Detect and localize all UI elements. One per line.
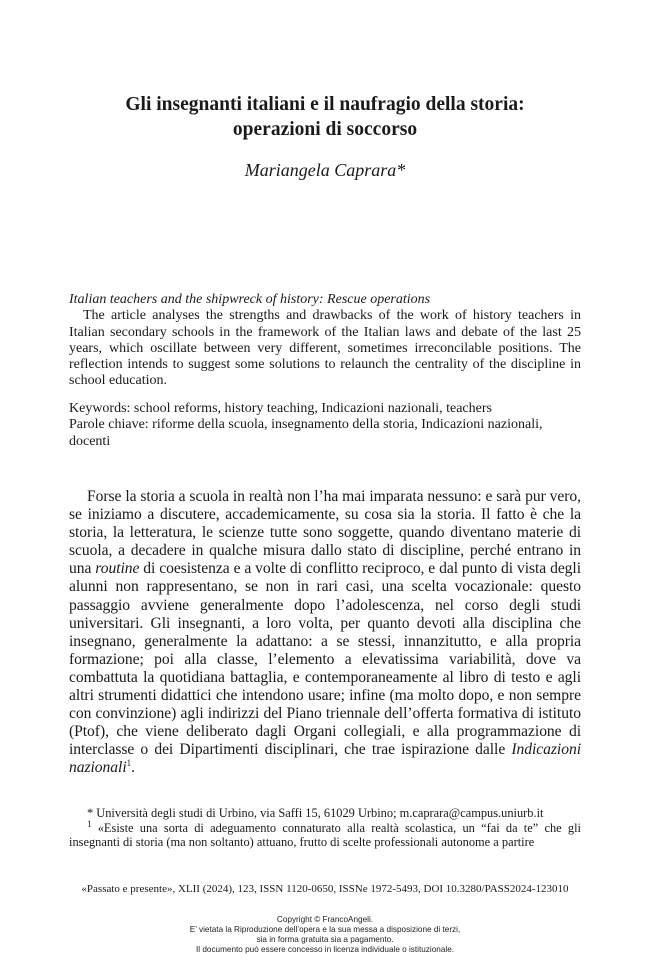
body-text-part-2: di coesistenza e a volte di conflitto reciproco, e dal punto di vista degli alunni non rappresentano, se non in rari casi, una scelta vocazionale: questo passaggio avviene generalmente dopo l’adolescenza, nel corso degli studi universitari. Gli insegnanti, a loro volta, per quanto devoti alla disciplina che insegnano, generalmente la adattano: a se stessi, innanzitutto, e alla propria formazione; poi alla classe, l’elemento a elevatissima variabilità, dove va combattuta la quotidiana battaglia, e contemporaneamente al libro di testo e agli altri strumenti didattici che intendono usare; infine (ma molto dopo, e non sempre con convinzione) agli indirizzi del Piano triennale dell’offerta formativa di istituto (Ptof), che viene deliberato dagli Organi collegiali, e alla programmazione di interclasse o dei Dipartimenti disciplinari, che trae ispirazione dalle (69, 560, 581, 759)
journal-citation: «Passato e presente», XLII (2024), 123, ISSN 1120-0650, ISSNe 1972-5493, DOI 10.3280/PASS2024-123010 (81, 883, 569, 895)
footnote-reference-1[interactable]: 1 (126, 758, 132, 769)
copyright-notice (100, 915, 550, 955)
copyright-line-3: sia in forma gratuita sia a pagamento. (256, 935, 394, 944)
footnote-1-mark: 1 (87, 818, 92, 829)
keywords-block (69, 401, 581, 450)
article-title (60, 92, 590, 142)
body-italic-indicazioni: Indicazioni nazionali (69, 741, 581, 777)
article-title-line-2: operazioni di soccorso (232, 119, 418, 140)
footnote-1 (69, 818, 581, 850)
footnote-1-text: «Esiste una sorta di adeguamento connaturato alla realtà scolastica, un “fai da te” che gli insegnanti di storia (ma non soltanto) attuano, frutto di scelte professionali autonome a partire (69, 820, 581, 850)
keywords-italian: Parole chiave: riforme della scuola, insegnamento della storia, Indicazioni nazionali, docenti (69, 417, 543, 449)
copyright-line-1: Copyright © FrancoAngeli. (276, 915, 374, 924)
abstract-body: The article analyses the strengths and drawbacks of the work of history teachers in Italian secondary schools in the framework of the Italian laws and debate of the last 25 years, which oscillate between very different, sometimes irreconcilable positions. The reflection intends to suggest some solutions to relaunch the centrality of the discipline in school education. (69, 308, 581, 389)
body-text-part-1: Forse la storia a scuola in realtà non l’ha mai imparata nessuno: e sarà pur vero, se iniziamo a discutere, accademicamente, su cosa sia la storia. Il fatto è che la storia, la letteratura, le scienze tutte sono soggette, quando diventano materie di scuola, a decadere in qualche misura dallo stato di discipline, perché entrano in una (69, 488, 581, 578)
body-italic-routine: routine (95, 560, 140, 578)
abstract (69, 292, 581, 390)
copyright-line-2: E’ vietata la Riproduzione dell’opera e la sua messa a disposizione di terzi, (189, 925, 461, 934)
footnotes (69, 806, 581, 850)
copyright-line-4: Il documento può essere concesso in licenza individuale o istituzionale. (195, 945, 455, 954)
footnote-affiliation: * Università degli studi di Urbino, via Saffi 15, 61029 Urbino; m.caprara@campus.uniurb.it (87, 806, 544, 820)
author-name: Mariangela Caprara* (244, 160, 406, 180)
body-paragraph (69, 488, 581, 778)
abstract-title: Italian teachers and the shipwreck of history: Rescue operations (69, 292, 431, 307)
article-title-line-1: Gli insegnanti italiani e il naufragio della storia: (125, 94, 525, 115)
body-text-end: . (131, 759, 135, 777)
keywords-english: Keywords: school reforms, history teaching, Indicazioni nazionali, teachers (69, 401, 492, 416)
